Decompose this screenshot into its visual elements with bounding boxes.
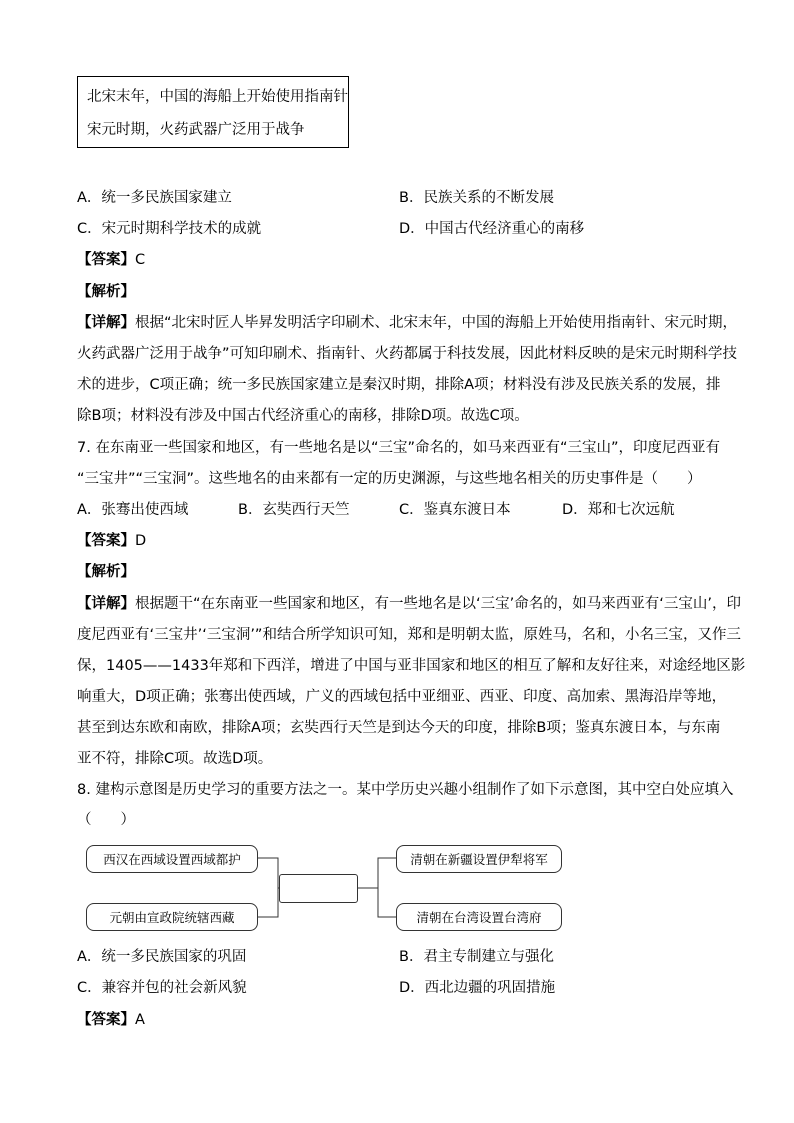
q7-option-b[interactable]: B．玄奘西行天竺 bbox=[238, 502, 350, 518]
detail-label: 【详解】 bbox=[77, 315, 135, 331]
q7-stem-line-2: “三宝井”“三宝洞”。这些地名的由来都有一定的历史渊源，与这些地名相关的历史事件是（ ） bbox=[77, 471, 702, 487]
q6-detail-line-3: 术的进步，C项正确；统一多民族国家建立是秦汉时期，排除A项；材料没有涉及民族关系的发展，排 bbox=[77, 377, 721, 393]
answer-value: A bbox=[135, 1012, 145, 1028]
answer-label: 【答案】 bbox=[77, 252, 135, 268]
q6-option-d[interactable]: D．中国古代经济重心的南移 bbox=[399, 221, 585, 237]
q6-detail-line-2: 火药武器广泛用于战争”可知印刷术、指南针、火药都属于科技发展，因此材料反映的是宋元时期科学技 bbox=[77, 346, 738, 362]
q7-detail-line-2: 度尼西亚有‘三宝井’‘三宝洞’”和结合所学知识可知，郑和是明朝太监，原姓马，名和，小名三宝，又作三 bbox=[77, 627, 741, 643]
q6-option-a[interactable]: A．统一多民族国家建立 bbox=[77, 190, 232, 206]
material-line-2: 宋元时期，火药武器广泛用于战争 bbox=[87, 122, 305, 138]
q6-detail-line-4: 除B项；材料没有涉及中国古代经济重心的南移，排除D项。故选C项。 bbox=[77, 408, 529, 424]
material-line-1: 北宋末年，中国的海船上开始使用指南针 bbox=[87, 89, 348, 105]
q7-option-a[interactable]: A．张骞出使西域 bbox=[77, 502, 189, 518]
q8-option-b[interactable]: B．君主专制建立与强化 bbox=[399, 949, 554, 965]
diagram-box-right-bottom: 清朝在台湾设置台湾府 bbox=[396, 903, 562, 931]
q7-detail-line-3: 保，1405——1433年郑和下西洋，增进了中国与亚非国家和地区的相互了解和友好往来，对途经地区影 bbox=[77, 658, 746, 674]
q7-detail-line-6: 亚不符，排除C项。故选D项。 bbox=[77, 751, 273, 767]
q7-detail-line-4: 响重大，D项正确；张骞出使西域，广义的西域包括中亚细亚、西亚、印度、高加索、黑海沿岸等地， bbox=[77, 689, 727, 705]
q8-option-c[interactable]: C．兼容并包的社会新风貌 bbox=[77, 980, 247, 996]
q6-option-c[interactable]: C．宋元时期科学技术的成就 bbox=[77, 221, 262, 237]
q7-detail-line-1: 【详解】根据题干“在东南亚一些国家和地区，有一些地名是以‘三宝’命名的，如马来西亚有‘三宝山’，印 bbox=[77, 596, 741, 612]
q8-stem-line-1: 8. 建构示意图是历史学习的重要方法之一。某中学历史兴趣小组制作了如下示意图，其中空白处应填入 bbox=[77, 782, 734, 798]
q8-stem-line-2: （ ） bbox=[77, 812, 135, 828]
q7-stem-line-1: 7. 在东南亚一些国家和地区，有一些地名是以“三宝”命名的，如马来西亚有“三宝山”，印度尼西亚有 bbox=[77, 440, 720, 456]
detail-label: 【详解】 bbox=[77, 596, 135, 612]
diagram-box-left-top: 西汉在西域设置西域都护 bbox=[86, 845, 258, 873]
q7-option-c[interactable]: C．鉴真东渡日本 bbox=[399, 502, 511, 518]
q8-option-a[interactable]: A．统一多民族国家的巩固 bbox=[77, 949, 247, 965]
q6-detail-line-1: 【详解】根据“北宋时匠人毕昇发明活字印刷术、北宋末年，中国的海船上开始使用指南针、宋元时期， bbox=[77, 315, 738, 331]
answer-label: 【答案】 bbox=[77, 533, 135, 549]
q8-answer bbox=[77, 1013, 145, 1028]
diagram-box-right-top: 清朝在新疆设置伊犁将军 bbox=[396, 845, 562, 873]
q8-option-d[interactable]: D．西北边疆的巩固措施 bbox=[399, 980, 556, 996]
q6-analysis-label: 【解析】 bbox=[77, 284, 135, 300]
q6-option-b[interactable]: B．民族关系的不断发展 bbox=[399, 190, 554, 206]
diagram-box-left-bottom: 元朝由宣政院统辖西藏 bbox=[86, 903, 258, 931]
q7-analysis-label: 【解析】 bbox=[77, 564, 135, 580]
answer-label: 【答案】 bbox=[77, 1012, 135, 1028]
q7-option-d[interactable]: D．郑和七次远航 bbox=[562, 502, 675, 518]
answer-value: C bbox=[135, 252, 146, 268]
q7-detail-line-5: 甚至到达东欧和南欧，排除A项；玄奘西行天竺是到达今天的印度，排除B项；鉴真东渡日本，与东南 bbox=[77, 720, 721, 736]
answer-value: D bbox=[135, 533, 147, 549]
diagram-box-center-blank bbox=[279, 874, 358, 903]
